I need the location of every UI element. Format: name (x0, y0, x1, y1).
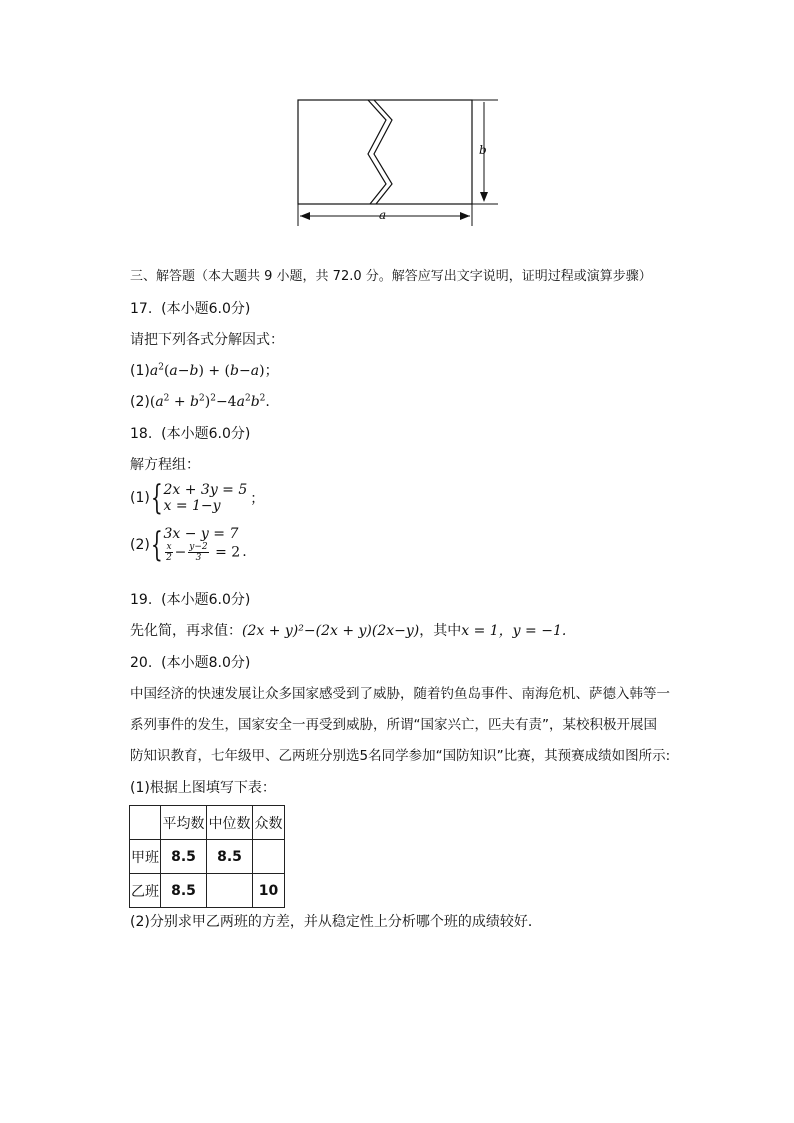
table-row-label: 甲班 (130, 840, 161, 874)
table-header-cell: 众数 (253, 806, 285, 840)
q18-system2 (130, 526, 247, 563)
section-heading: 三、解答题（本大题共 9 小题，共 72.0 分。解答应写出文字说明，证明过程或演算步骤） (130, 269, 652, 284)
brace-icon: { (150, 478, 163, 518)
figure-rectangle (298, 100, 472, 204)
q17-item2: $(2)(a^2 + b^2)^2-4a^2b^2$. (130, 393, 270, 410)
q18-item2-row2: $\frac{x}{2}$ − $\frac{y-2}{3}$ = 2 (166, 542, 241, 563)
table-cell: 8.5 (161, 840, 207, 874)
q18-system2-rows (163, 526, 240, 563)
q18-item1-prefix: (1) (130, 490, 150, 506)
fraction-x-over-2: $\frac{x}{2}$ (166, 542, 172, 563)
fraction-y-minus-2-over-3: $\frac{y-2}{3}$ (189, 542, 208, 563)
q20-para-line3: 防知识教育，七年级甲、乙两班分别选5名同学参加“国防知识”比赛，其预赛成绩如图所示: (130, 748, 671, 764)
label-a: a (379, 208, 387, 222)
table-cell: 8.5 (207, 840, 253, 874)
q17-number: 17. (130, 301, 153, 317)
q17-item1-prefix: (1) (130, 363, 150, 379)
label-b: b (479, 143, 487, 157)
q18-system1 (130, 478, 265, 518)
q18-item1-suffix: ； (250, 491, 265, 507)
q20-para-line1: 中国经济的快速发展让众多国家感受到了威胁，随着钓鱼岛事件、南海危机、萨德入韩等一 (130, 686, 670, 702)
table-header-cell (130, 806, 161, 840)
q18-prompt: 解方程组： (130, 457, 200, 473)
table-row (130, 874, 285, 908)
rectangle-zigzag-figure (290, 92, 510, 232)
q19-text-mid: ，其中 (419, 623, 462, 639)
q18-header (130, 425, 250, 443)
scores-table (129, 805, 285, 908)
q17-prompt: 请把下列各式分解因式： (130, 332, 284, 348)
q18-item1-row2: x = 1−y (163, 498, 221, 514)
q18-item2-prefix: (2) (130, 536, 150, 553)
table-cell (207, 874, 253, 908)
figure-svg (290, 92, 510, 232)
q18-item2-suffix: . (242, 543, 247, 560)
q19-condition: x = 1，y = −1. (461, 623, 567, 639)
q17-item2-prefix: (2) (130, 394, 150, 410)
dim-a-arrow-right (460, 212, 470, 220)
q17-header (130, 300, 250, 318)
table-row (130, 840, 285, 874)
table-cell: 10 (253, 874, 285, 908)
q20-part1: (1)根据上图填写下表： (130, 780, 276, 796)
q19-score: (本小题6.0分) (161, 592, 251, 608)
q17-item1: $(1)a^2(a-b) + (b-a)$； (130, 362, 279, 379)
q20-part2: (2)分别求甲乙两班的方差，并从稳定性上分析哪个班的成绩较好． (130, 914, 542, 930)
q19-text (130, 622, 566, 640)
q18-item2-row1: 3x − y = 7 (163, 526, 239, 542)
table-cell: 8.5 (161, 874, 207, 908)
q19-number: 19. (130, 592, 153, 608)
dim-b-arrow (480, 192, 488, 202)
q20-number: 20. (130, 655, 153, 671)
brace-icon: { (150, 524, 163, 565)
q20-para-line2: 系列事件的发生，国家安全一再受到威胁，所谓“国家兴亡，匹夫有责”，某校积极开展国 (130, 717, 657, 733)
table-cell (253, 840, 285, 874)
table-header-cell: 平均数 (161, 806, 207, 840)
q18-score: (本小题6.0分) (161, 426, 251, 442)
q19-header (130, 591, 250, 609)
table-header-cell: 中位数 (207, 806, 253, 840)
q18-system1-rows (163, 482, 247, 514)
zigzag-left (368, 100, 386, 204)
q20-score: (本小题8.0分) (161, 655, 251, 671)
q18-number: 18. (130, 426, 153, 442)
table-row-label: 乙班 (130, 874, 161, 908)
q17-score: (本小题6.0分) (161, 301, 251, 317)
dim-a-arrow-left (300, 212, 310, 220)
table-header-row (130, 806, 285, 840)
q20-header (130, 654, 250, 672)
q18-item1-row1: 2x + 3y = 5 (163, 482, 248, 498)
q19-text-prefix: 先化简，再求值： (130, 623, 242, 639)
q19-expression: (2x + y)²−(2x + y)(2x−y) (242, 623, 420, 639)
